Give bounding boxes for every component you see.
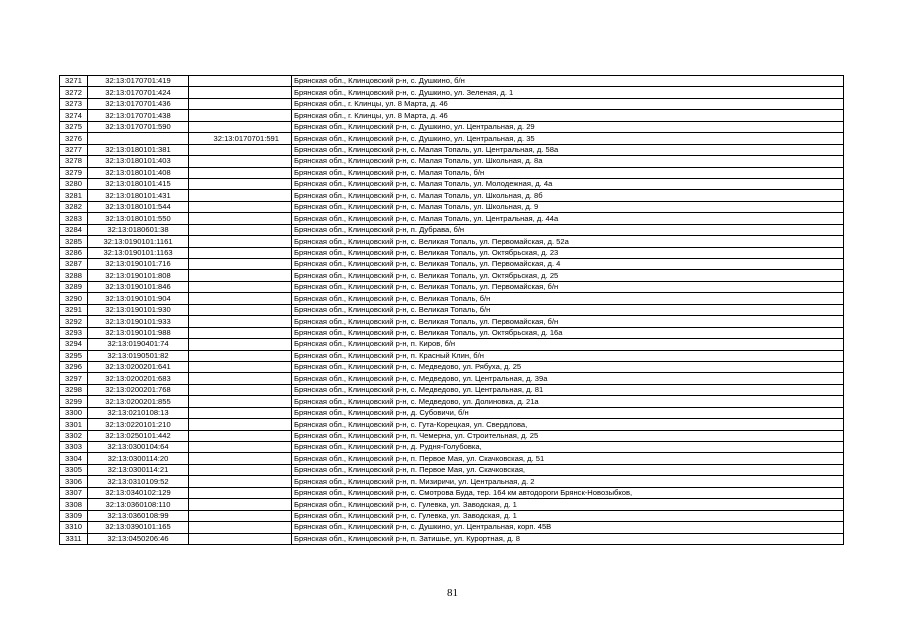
cadastral-number-cell: 32:13:0170701:424 (88, 87, 189, 98)
cadastral-number-cell: 32:13:0190101:808 (88, 270, 189, 281)
parent-cadastral-number-cell (189, 476, 292, 487)
table-row (60, 121, 844, 132)
table-row (60, 487, 844, 498)
parent-cadastral-number-cell (189, 464, 292, 475)
row-number-cell: 3295 (60, 350, 88, 361)
row-number-cell: 3304 (60, 453, 88, 464)
parent-cadastral-number-cell (189, 259, 292, 270)
parent-cadastral-number-cell (189, 396, 292, 407)
parent-cadastral-number-cell (189, 499, 292, 510)
row-number-cell: 3303 (60, 442, 88, 453)
row-number-cell: 3307 (60, 487, 88, 498)
row-number-cell: 3274 (60, 110, 88, 121)
table-row (60, 499, 844, 510)
row-number-cell: 3273 (60, 98, 88, 109)
cadastral-number-cell: 32:13:0300104:64 (88, 442, 189, 453)
row-number-cell: 3279 (60, 167, 88, 178)
address-cell: Брянская обл., Клинцовский р-н, с. Душкино, ул. Зеленая, д. 1 (292, 87, 844, 98)
cadastral-number-cell: 32:13:0180101:431 (88, 190, 189, 201)
cadastral-number-cell: 32:13:0250101:442 (88, 430, 189, 441)
address-cell: Брянская обл., г. Клинцы, ул. 8 Марта, д. 46 (292, 110, 844, 121)
parent-cadastral-number-cell (189, 144, 292, 155)
table-row (60, 213, 844, 224)
row-number-cell: 3271 (60, 76, 88, 87)
parent-cadastral-number-cell (189, 236, 292, 247)
row-number-cell: 3291 (60, 304, 88, 315)
cadastral-number-cell: 32:13:0190101:988 (88, 327, 189, 338)
table-row (60, 98, 844, 109)
address-cell: Брянская обл., Клинцовский р-н, п. Дубрава, б/н (292, 224, 844, 235)
row-number-cell: 3299 (60, 396, 88, 407)
row-number-cell: 3297 (60, 373, 88, 384)
row-number-cell: 3294 (60, 339, 88, 350)
row-number-cell: 3302 (60, 430, 88, 441)
row-number-cell: 3289 (60, 281, 88, 292)
cadastral-number-cell: 32:13:0190101:1163 (88, 247, 189, 258)
address-cell: Брянская обл., Клинцовский р-н, д. Субовичи, б/н (292, 407, 844, 418)
parent-cadastral-number-cell (189, 316, 292, 327)
table-row (60, 442, 844, 453)
table-row (60, 350, 844, 361)
address-cell: Брянская обл., Клинцовский р-н, п. Мизиричи, ул. Центральная, д. 2 (292, 476, 844, 487)
row-number-cell: 3287 (60, 259, 88, 270)
row-number-cell: 3310 (60, 522, 88, 533)
parent-cadastral-number-cell (189, 373, 292, 384)
parent-cadastral-number-cell (189, 76, 292, 87)
registry-table (59, 75, 844, 545)
table-row (60, 361, 844, 372)
parent-cadastral-number-cell (189, 350, 292, 361)
address-cell: Брянская обл., Клинцовский р-н, с. Великая Топаль, ул. Октябрьская, д. 23 (292, 247, 844, 258)
cadastral-number-cell: 32:13:0190101:716 (88, 259, 189, 270)
address-cell: Брянская обл., Клинцовский р-н, с. Великая Топаль, ул. Первомайская, б/н (292, 316, 844, 327)
cadastral-number-cell (88, 133, 189, 144)
table-row (60, 270, 844, 281)
row-number-cell: 3285 (60, 236, 88, 247)
cadastral-number-cell: 32:13:0190101:904 (88, 293, 189, 304)
cadastral-number-cell: 32:13:0190401:74 (88, 339, 189, 350)
parent-cadastral-number-cell (189, 304, 292, 315)
parent-cadastral-number-cell: 32:13:0170701:591 (189, 133, 292, 144)
parent-cadastral-number-cell (189, 533, 292, 544)
cadastral-number-cell: 32:13:0180101:408 (88, 167, 189, 178)
address-cell: Брянская обл., Клинцовский р-н, с. Душкино, ул. Центральная, д. 35 (292, 133, 844, 144)
address-cell: Брянская обл., Клинцовский р-н, с. Малая Топаль, ул. Школьная, д. 8а (292, 156, 844, 167)
cadastral-number-cell: 32:13:0310109:52 (88, 476, 189, 487)
cadastral-number-cell: 32:13:0190101:933 (88, 316, 189, 327)
table-row (60, 384, 844, 395)
cadastral-number-cell: 32:13:0170701:590 (88, 121, 189, 132)
table-row (60, 464, 844, 475)
table-row (60, 522, 844, 533)
cadastral-number-cell: 32:13:0200201:768 (88, 384, 189, 395)
address-cell: Брянская обл., Клинцовский р-н, с. Гулевка, ул. Заводская, д. 1 (292, 499, 844, 510)
parent-cadastral-number-cell (189, 201, 292, 212)
cadastral-number-cell: 32:13:0200201:683 (88, 373, 189, 384)
row-number-cell: 3282 (60, 201, 88, 212)
address-cell: Брянская обл., Клинцовский р-н, с. Душкино, ул. Центральная, д. 29 (292, 121, 844, 132)
row-number-cell: 3284 (60, 224, 88, 235)
parent-cadastral-number-cell (189, 361, 292, 372)
table-row (60, 281, 844, 292)
cadastral-number-cell: 32:13:0450206:46 (88, 533, 189, 544)
row-number-cell: 3288 (60, 270, 88, 281)
address-cell: Брянская обл., Клинцовский р-н, с. Гулевка, ул. Заводская, д. 1 (292, 510, 844, 521)
row-number-cell: 3306 (60, 476, 88, 487)
address-cell: Брянская обл., Клинцовский р-н, с. Великая Топаль, б/н (292, 293, 844, 304)
address-cell: Брянская обл., г. Клинцы, ул. 8 Марта, д. 46 (292, 98, 844, 109)
address-cell: Брянская обл., Клинцовский р-н, с. Смотрова Буда, тер. 164 км автодороги Брянск-Новозыбков, (292, 487, 844, 498)
row-number-cell: 3296 (60, 361, 88, 372)
table-row (60, 396, 844, 407)
parent-cadastral-number-cell (189, 190, 292, 201)
parent-cadastral-number-cell (189, 121, 292, 132)
table-row (60, 156, 844, 167)
address-cell: Брянская обл., Клинцовский р-н, с. Гута-Корецкая, ул. Свердлова, (292, 419, 844, 430)
parent-cadastral-number-cell (189, 487, 292, 498)
address-cell: Брянская обл., Клинцовский р-н, с. Малая Топаль, б/н (292, 167, 844, 178)
table-row (60, 339, 844, 350)
table-row (60, 419, 844, 430)
registry-table-body (60, 76, 844, 545)
cadastral-number-cell: 32:13:0340102:129 (88, 487, 189, 498)
row-number-cell: 3292 (60, 316, 88, 327)
row-number-cell: 3311 (60, 533, 88, 544)
cadastral-number-cell: 32:13:0180101:381 (88, 144, 189, 155)
parent-cadastral-number-cell (189, 87, 292, 98)
address-cell: Брянская обл., Клинцовский р-н, с. Великая Топаль, б/н (292, 304, 844, 315)
cadastral-number-cell: 32:13:0190101:846 (88, 281, 189, 292)
table-row (60, 144, 844, 155)
row-number-cell: 3283 (60, 213, 88, 224)
cadastral-number-cell: 32:13:0170701:436 (88, 98, 189, 109)
table-row (60, 316, 844, 327)
address-cell: Брянская обл., Клинцовский р-н, с. Великая Топаль, ул. Октябрьская, д. 25 (292, 270, 844, 281)
cadastral-number-cell: 32:13:0180101:550 (88, 213, 189, 224)
row-number-cell: 3281 (60, 190, 88, 201)
row-number-cell: 3278 (60, 156, 88, 167)
cadastral-number-cell: 32:13:0170701:438 (88, 110, 189, 121)
address-cell: Брянская обл., Клинцовский р-н, с. Малая Топаль, ул. Молодежная, д. 4а (292, 178, 844, 189)
cadastral-number-cell: 32:13:0170701:419 (88, 76, 189, 87)
row-number-cell: 3293 (60, 327, 88, 338)
address-cell: Брянская обл., Клинцовский р-н, с. Малая Топаль, ул. Центральная, д. 44а (292, 213, 844, 224)
row-number-cell: 3301 (60, 419, 88, 430)
table-row (60, 224, 844, 235)
table-row (60, 510, 844, 521)
parent-cadastral-number-cell (189, 213, 292, 224)
cadastral-number-cell: 32:13:0180601:38 (88, 224, 189, 235)
cadastral-number-cell: 32:13:0180101:403 (88, 156, 189, 167)
page-number: 81 (447, 587, 458, 599)
table-row (60, 178, 844, 189)
table-row (60, 110, 844, 121)
parent-cadastral-number-cell (189, 430, 292, 441)
table-row (60, 201, 844, 212)
row-number-cell: 3280 (60, 178, 88, 189)
cadastral-number-cell: 32:13:0200201:641 (88, 361, 189, 372)
parent-cadastral-number-cell (189, 453, 292, 464)
row-number-cell: 3286 (60, 247, 88, 258)
parent-cadastral-number-cell (189, 156, 292, 167)
cadastral-number-cell: 32:13:0180101:544 (88, 201, 189, 212)
address-cell: Брянская обл., Клинцовский р-н, с. Великая Топаль, ул. Первомайская, д. 4 (292, 259, 844, 270)
table-row (60, 76, 844, 87)
row-number-cell: 3275 (60, 121, 88, 132)
table-row (60, 190, 844, 201)
parent-cadastral-number-cell (189, 167, 292, 178)
row-number-cell: 3272 (60, 87, 88, 98)
table-row (60, 327, 844, 338)
parent-cadastral-number-cell (189, 270, 292, 281)
address-cell: Брянская обл., Клинцовский р-н, с. Великая Топаль, ул. Октябрьская, д. 16а (292, 327, 844, 338)
address-cell: Брянская обл., Клинцовский р-н, с. Малая Топаль, ул. Центральная, д. 58а (292, 144, 844, 155)
parent-cadastral-number-cell (189, 178, 292, 189)
row-number-cell: 3298 (60, 384, 88, 395)
parent-cadastral-number-cell (189, 510, 292, 521)
table-row (60, 133, 844, 144)
table-row (60, 293, 844, 304)
parent-cadastral-number-cell (189, 293, 292, 304)
parent-cadastral-number-cell (189, 224, 292, 235)
parent-cadastral-number-cell (189, 522, 292, 533)
parent-cadastral-number-cell (189, 247, 292, 258)
address-cell: Брянская обл., Клинцовский р-н, д. Рудня-Голубовка, (292, 442, 844, 453)
address-cell: Брянская обл., Клинцовский р-н, п. Первое Мая, ул. Скачковская, (292, 464, 844, 475)
table-row (60, 167, 844, 178)
row-number-cell: 3277 (60, 144, 88, 155)
parent-cadastral-number-cell (189, 327, 292, 338)
row-number-cell: 3308 (60, 499, 88, 510)
address-cell: Брянская обл., Клинцовский р-н, с. Душкино, б/н (292, 76, 844, 87)
table-row (60, 259, 844, 270)
cadastral-number-cell: 32:13:0190101:1161 (88, 236, 189, 247)
table-row (60, 373, 844, 384)
cadastral-number-cell: 32:13:0180101:415 (88, 178, 189, 189)
address-cell: Брянская обл., Клинцовский р-н, с. Великая Топаль, ул. Первомайская, б/н (292, 281, 844, 292)
parent-cadastral-number-cell (189, 281, 292, 292)
parent-cadastral-number-cell (189, 384, 292, 395)
row-number-cell: 3276 (60, 133, 88, 144)
address-cell: Брянская обл., Клинцовский р-н, п. Затишье, ул. Курортная, д. 8 (292, 533, 844, 544)
address-cell: Брянская обл., Клинцовский р-н, п. Красный Клин, б/н (292, 350, 844, 361)
address-cell: Брянская обл., Клинцовский р-н, п. Первое Мая, ул. Скачковская, д. 51 (292, 453, 844, 464)
cadastral-number-cell: 32:13:0210108:13 (88, 407, 189, 418)
table-row (60, 476, 844, 487)
parent-cadastral-number-cell (189, 407, 292, 418)
address-cell: Брянская обл., Клинцовский р-н, с. Медведово, ул. Рябуха, д. 25 (292, 361, 844, 372)
address-cell: Брянская обл., Клинцовский р-н, п. Киров, б/н (292, 339, 844, 350)
cadastral-number-cell: 32:13:0360108:110 (88, 499, 189, 510)
row-number-cell: 3300 (60, 407, 88, 418)
table-row (60, 407, 844, 418)
parent-cadastral-number-cell (189, 419, 292, 430)
row-number-cell: 3309 (60, 510, 88, 521)
row-number-cell: 3290 (60, 293, 88, 304)
cadastral-number-cell: 32:13:0200201:855 (88, 396, 189, 407)
address-cell: Брянская обл., Клинцовский р-н, с. Великая Топаль, ул. Первомайская, д. 52а (292, 236, 844, 247)
address-cell: Брянская обл., Клинцовский р-н, с. Медведово, ул. Центральная, д. 39а (292, 373, 844, 384)
table-row (60, 304, 844, 315)
address-cell: Брянская обл., Клинцовский р-н, с. Медведово, ул. Центральная, д. 81 (292, 384, 844, 395)
table-row (60, 247, 844, 258)
address-cell: Брянская обл., Клинцовский р-н, с. Медведово, ул. Долиновка, д. 21а (292, 396, 844, 407)
table-row (60, 430, 844, 441)
cadastral-number-cell: 32:13:0360108:99 (88, 510, 189, 521)
table-row (60, 236, 844, 247)
cadastral-number-cell: 32:13:0220101:210 (88, 419, 189, 430)
cadastral-number-cell: 32:13:0190101:930 (88, 304, 189, 315)
row-number-cell: 3305 (60, 464, 88, 475)
table-row (60, 87, 844, 98)
address-cell: Брянская обл., Клинцовский р-н, с. Малая Топаль, ул. Школьная, д. 8б (292, 190, 844, 201)
table-row (60, 453, 844, 464)
parent-cadastral-number-cell (189, 98, 292, 109)
cadastral-number-cell: 32:13:0190501:82 (88, 350, 189, 361)
address-cell: Брянская обл., Клинцовский р-н, п. Чемерна, ул. Строительная, д. 25 (292, 430, 844, 441)
cadastral-number-cell: 32:13:0300114:20 (88, 453, 189, 464)
cadastral-number-cell: 32:13:0390101:165 (88, 522, 189, 533)
table-row (60, 533, 844, 544)
parent-cadastral-number-cell (189, 110, 292, 121)
address-cell: Брянская обл., Клинцовский р-н, с. Душкино, ул. Центральная, корп. 45В (292, 522, 844, 533)
parent-cadastral-number-cell (189, 442, 292, 453)
address-cell: Брянская обл., Клинцовский р-н, с. Малая Топаль, ул. Школьная, д. 9 (292, 201, 844, 212)
cadastral-number-cell: 32:13:0300114:21 (88, 464, 189, 475)
parent-cadastral-number-cell (189, 339, 292, 350)
